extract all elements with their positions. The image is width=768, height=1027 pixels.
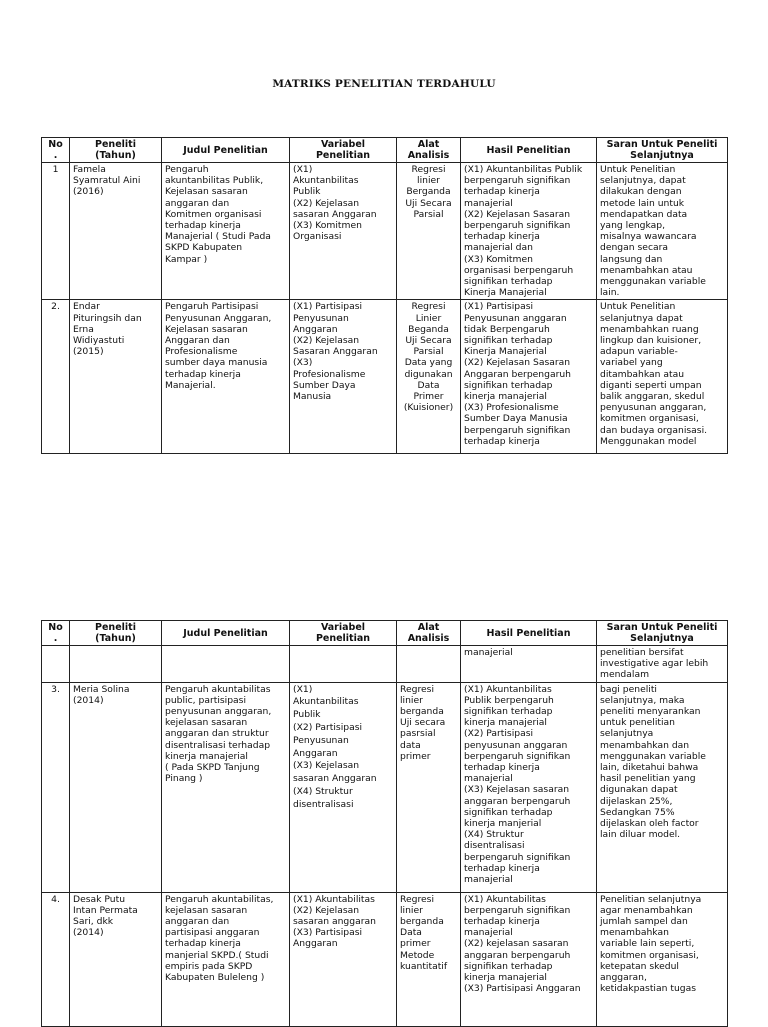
table-header-row xyxy=(42,138,728,163)
header-variabel: Variabel Penelitian xyxy=(290,621,397,646)
cell-no xyxy=(42,646,70,683)
cell-hasil: (X1) Partisipasi Penyusunan anggaran tidak Berpengaruh signifikan terhadap Kinerja Manajerial (X2) Kejelasan Sasaran Anggaran berpengaruh signifikan terhadap kinerja manajerial (X3) Profesionalisme Sumber Daya Manusia berpengaruh signifikan terhadap kinerja xyxy=(461,300,597,454)
cell-peneliti: Meria Solina (2014) xyxy=(70,682,162,892)
cell-peneliti: Famela Syamratul Aini (2016) xyxy=(70,163,162,300)
research-matrix-table-2 xyxy=(41,620,728,1027)
cell-variabel: (X1) Akuntabilitas (X2) Kejelasan sasaran anggaran (X3) Partisipasi Anggaran xyxy=(290,892,397,1026)
cell-judul xyxy=(162,646,290,683)
cell-judul: Pengaruh akuntanbilitas Publik, Kejelasan sasaran anggaran dan Komitmen organisasi terhadap kinerja Manajerial ( Studi Pada SKPD Kabupaten Kampar ) xyxy=(162,163,290,300)
header-hasil: Hasil Penelitian xyxy=(461,621,597,646)
cell-judul: Pengaruh Partisipasi Penyusunan Anggaran, Kejelasan sasaran Anggaran dan Profesionalisme sumber daya manusia terhadap kinerja Manajerial. xyxy=(162,300,290,454)
header-variabel: Variabel Penelitian xyxy=(290,138,397,163)
header-judul: Judul Penelitian xyxy=(162,138,290,163)
research-matrix-table-1 xyxy=(41,137,728,454)
cell-alat: Regresi linier berganda Data primer Metode kuantitatif xyxy=(397,892,461,1026)
cell-peneliti: Endar Pituringsih dan Erna Widiyastuti (2015) xyxy=(70,300,162,454)
table-row xyxy=(42,682,728,892)
table-row xyxy=(42,300,728,454)
cell-variabel: (X1) Partisipasi Penyusunan Anggaran (X2) Kejelasan Sasaran Anggaran (X3) Profesionalisme Sumber Daya Manusia xyxy=(290,300,397,454)
cell-peneliti: Desak Putu Intan Permata Sari, dkk (2014) xyxy=(70,892,162,1026)
cell-alat: Regresi linier Berganda Uji Secara Parsial xyxy=(397,163,461,300)
cell-alat: Regresi Linier Beganda Uji Secara Parsial Data yang digunakan Data Primer (Kuisioner) xyxy=(397,300,461,454)
cell-judul: Pengaruh akuntabilitas, kejelasan sasaran anggaran dan partisipasi anggaran terhadap kinerja manjerial SKPD.( Studi empiris pada SKPD Kabupaten Buleleng ) xyxy=(162,892,290,1026)
header-saran: Saran Untuk Peneliti Selanjutnya xyxy=(597,621,728,646)
header-no: No . xyxy=(42,138,70,163)
table-header-row xyxy=(42,621,728,646)
cell-judul: Pengaruh akuntabilitas public, partisipasi penyusunan anggaran, kejelasan sasaran anggaran dan struktur disentralisasi terhadap kinerja manajerial ( Pada SKPD Tanjung Pinang ) xyxy=(162,682,290,892)
cell-alat: Regresi linier berganda Uji secara pasrsial data primer xyxy=(397,682,461,892)
table-row xyxy=(42,163,728,300)
cell-saran: Untuk Penelitian selanjutnya dapat menambahkan ruang lingkup dan kuisioner, adapun variable- variabel yang ditambahkan atau diganti seperti umpan balik anggaran, skedul penyusunan anggaran, komitmen organisasi, dan budaya organisasi. Menggunakan model xyxy=(597,300,728,454)
header-judul: Judul Penelitian xyxy=(162,621,290,646)
cell-saran: Untuk Penelitian selanjutnya, dapat dilakukan dengan metode lain untuk mendapatkan data yang lengkap, misalnya wawancara dengan secara langsung dan menambahkan atau menggunakan variable lain. xyxy=(597,163,728,300)
cell-variabel xyxy=(290,646,397,683)
document-title: MATRIKS PENELITIAN TERDAHULU xyxy=(272,78,496,90)
header-peneliti: Peneliti (Tahun) xyxy=(70,621,162,646)
cell-no: 2. xyxy=(42,300,70,454)
cell-saran: Penelitian selanjutnya agar menambahkan jumlah sampel dan menambahkan variable lain seperti, komitmen organisasi, ketepatan skedul anggaran, ketidakpastian tugas xyxy=(597,892,728,1026)
cell-hasil: manajerial xyxy=(461,646,597,683)
cell-variabel: (X1) Akuntanbilitas Publik (X2) Partisipasi Penyusunan Anggaran (X3) Kejelasan sasaran Anggaran (X4) Struktur disentralisasi xyxy=(290,682,397,892)
header-saran: Saran Untuk Peneliti Selanjutnya xyxy=(597,138,728,163)
cell-variabel: (X1) Akuntanbilitas Publik (X2) Kejelasan sasaran Anggaran (X3) Komitmen Organisasi xyxy=(290,163,397,300)
cell-hasil: (X1) Akuntabilitas berpengaruh signifikan terhadap kinerja manajerial (X2) kejelasan sasaran anggaran berpengaruh signifikan terhadap kinerja manajerial (X3) Partisipasi Anggaran xyxy=(461,892,597,1026)
cell-alat xyxy=(397,646,461,683)
cell-no: 4. xyxy=(42,892,70,1026)
cell-saran: bagi peneliti selanjutnya, maka peneliti menyarankan untuk penelitian selanjutnya menambahkan dan menggunakan variable lain, diketahui bahwa hasil penelitian yang digunakan dapat dijelaskan 25%, Sedangkan 75% dijelaskan oleh factor lain diluar model. xyxy=(597,682,728,892)
cell-peneliti xyxy=(70,646,162,683)
header-alat: Alat Analisis xyxy=(397,621,461,646)
table-row xyxy=(42,892,728,1026)
cell-hasil: (X1) Akuntanbilitas Publik berpengaruh signifikan terhadap kinerja manajerial (X2) Kejelasan Sasaran berpengaruh signifikan terhadap kinerja manajerial dan (X3) Komitmen organisasi berpengaruh signifikan terhadap Kinerja Manajerial xyxy=(461,163,597,300)
header-no: No . xyxy=(42,621,70,646)
cell-saran: penelitian bersifat investigative agar lebih mendalam xyxy=(597,646,728,683)
header-hasil: Hasil Penelitian xyxy=(461,138,597,163)
cell-hasil: (X1) Akuntanbilitas Publik berpengaruh signifikan terhadap kinerja manajerial (X2) Partisipasi penyusunan anggaran berpengaruh signifikan terhadap kinerja manajerial (X3) Kejelasan sasaran anggaran berpengaruh signifikan terhadap kinerja manjerial (X4) Struktur disentralisasi berpengaruh signifikan terhadap kinerja manajerial xyxy=(461,682,597,892)
header-alat: Alat Analisis xyxy=(397,138,461,163)
table-row xyxy=(42,646,728,683)
cell-no: 3. xyxy=(42,682,70,892)
cell-no: 1 xyxy=(42,163,70,300)
header-peneliti: Peneliti (Tahun) xyxy=(70,138,162,163)
